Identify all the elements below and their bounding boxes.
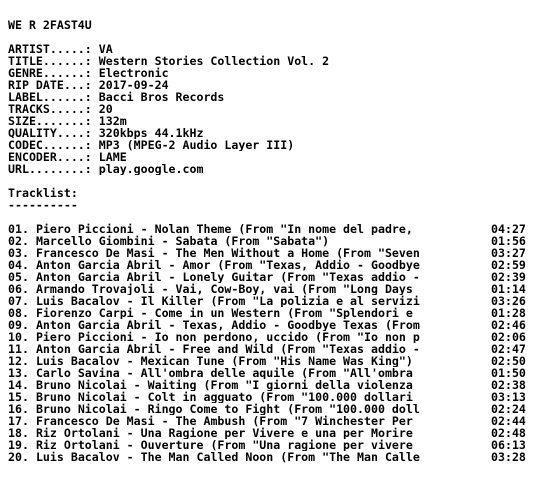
info-value: play.google.com [98, 163, 204, 175]
track-name: Piero Piccioni - Nolan Theme (From "In nome del padre, [35, 223, 413, 235]
track-title [8, 319, 492, 331]
track-row [8, 319, 532, 331]
track-row [8, 283, 532, 295]
info-key: ENCODER....: [8, 151, 92, 163]
track-row [8, 415, 532, 427]
info-row [8, 55, 532, 67]
info-value: VA [98, 43, 113, 55]
track-number: 14. [8, 379, 29, 391]
info-key: SIZE.......: [8, 115, 92, 127]
track-duration: 02:46 [491, 318, 526, 332]
track-number: 07. [8, 295, 29, 307]
track-row [8, 271, 532, 283]
track-number: 05. [8, 271, 29, 283]
info-key: TITLE......: [8, 55, 92, 67]
track-title [8, 391, 492, 403]
track-duration: 02:38 [491, 378, 526, 392]
spacer [8, 31, 532, 43]
track-row [8, 367, 532, 379]
track-name: Francesco De Masi - The Ambush (From "7 Winchester Per [35, 415, 413, 427]
track-duration: 01:14 [491, 282, 526, 296]
track-number: 10. [8, 331, 29, 343]
track-name: Anton Garcia Abril - Texas, Addio - Goodbye Texas (From [35, 319, 420, 331]
track-duration: 03:27 [491, 246, 526, 260]
track-duration: 02:59 [491, 258, 526, 272]
spacer [8, 175, 532, 187]
info-row [8, 43, 532, 55]
track-duration: 03:13 [491, 390, 526, 404]
track-name: Luis Bacalov - The Man Called Noon (From "The Man Calle [35, 451, 420, 463]
track-row [8, 235, 532, 247]
track-name: Anton Garcia Abril - Free and Wild (From "Texas addio - [35, 343, 420, 355]
track-row [8, 259, 532, 271]
tracklist-heading: Tracklist: [8, 187, 78, 199]
info-key: ARTIST.....: [8, 43, 92, 55]
track-name: Carlo Savina - All'ombra delle aquile (From "All'ombra [35, 367, 413, 379]
track-name: Luis Bacalov - Mexican Tune (From "His Name Was King") [35, 355, 413, 367]
track-number: 04. [8, 259, 29, 271]
track-title [8, 247, 492, 259]
track-duration: 02:44 [491, 414, 526, 428]
track-number: 02. [8, 235, 29, 247]
track-name: Fiorenzo Carpi - Come in un Western (From "Splendori e [35, 307, 413, 319]
track-name: Riz Ortolani - Una Ragione per Vivere e una per Morire [35, 427, 413, 439]
track-name: Marcello Giombini - Sabata (From "Sabata") [35, 235, 330, 247]
track-row [8, 355, 532, 367]
track-number: 20. [8, 451, 29, 463]
info-key: RIP DATE...: [8, 79, 92, 91]
track-number: 06. [8, 283, 29, 295]
track-number: 01. [8, 223, 29, 235]
track-name: Riz Ortolani - Ouverture (From "Una ragione per vivere [35, 439, 413, 451]
track-duration: 01:50 [491, 366, 526, 380]
info-row [8, 163, 532, 175]
track-title [8, 223, 492, 235]
track-row [8, 223, 532, 235]
info-row [8, 151, 532, 163]
track-number: 15. [8, 391, 29, 403]
track-title [8, 403, 492, 415]
info-value: 132m [98, 115, 127, 127]
track-duration: 02:50 [491, 354, 526, 368]
track-duration: 01:56 [491, 234, 526, 248]
release-info-block [8, 43, 532, 175]
track-name: Francesco De Masi - The Men Without a Home (From "Seven [35, 247, 420, 259]
info-value: Electronic [98, 67, 169, 79]
track-title [8, 439, 492, 451]
track-duration: 02:39 [491, 270, 526, 284]
track-duration: 03:26 [491, 294, 526, 308]
track-number: 17. [8, 415, 29, 427]
track-row [8, 379, 532, 391]
track-duration: 06:13 [491, 438, 526, 452]
info-row [8, 139, 532, 151]
track-list [8, 223, 532, 463]
track-name: Anton Garcia Abril - Lonely Guitar (From "Texas addio - [35, 271, 420, 283]
info-row [8, 91, 532, 103]
track-name: Piero Piccioni - Io non perdono, uccido (From "Io non p [35, 331, 420, 343]
track-number: 11. [8, 343, 29, 355]
track-row [8, 343, 532, 355]
release-nfo-document [8, 19, 532, 463]
track-name: Bruno Nicolai - Waiting (From "I giorni della violenza [35, 379, 413, 391]
track-title [8, 283, 492, 295]
info-key: CODEC......: [8, 139, 92, 151]
info-row [8, 103, 532, 115]
track-title [8, 379, 492, 391]
track-title [8, 307, 492, 319]
track-number: 08. [8, 307, 29, 319]
info-row [8, 127, 532, 139]
track-name: Bruno Nicolai - Colt in agguato (From "100.000 dollari [35, 391, 413, 403]
track-title [8, 295, 492, 307]
track-name: Armando Trovajoli - Vai, Cow-Boy, vai (From "Long Days [35, 283, 413, 295]
track-row [8, 391, 532, 403]
track-duration: 03:28 [491, 450, 526, 464]
track-duration: 01:28 [491, 306, 526, 320]
info-value: LAME [98, 151, 127, 163]
track-row [8, 439, 532, 451]
track-number: 03. [8, 247, 29, 259]
info-value: 20 [98, 103, 113, 115]
track-row [8, 427, 532, 439]
track-number: 19. [8, 439, 29, 451]
track-row [8, 247, 532, 259]
info-value: 2017-09-24 [98, 79, 169, 91]
track-number: 12. [8, 355, 29, 367]
info-value: Bacci Bros Records [98, 91, 225, 103]
track-title [8, 427, 492, 439]
track-duration: 02:06 [491, 330, 526, 344]
track-number: 13. [8, 367, 29, 379]
track-duration: 04:27 [491, 222, 526, 236]
tracklist-underline: ---------- [8, 199, 78, 211]
info-row [8, 67, 532, 79]
release-group-header: WE R 2FAST4U [8, 19, 92, 31]
track-name: Luis Bacalov - Il Killer (From "La polizia e al servizi [35, 295, 420, 307]
track-title [8, 451, 492, 463]
info-value: Western Stories Collection Vol. 2 [98, 55, 330, 67]
info-value: 320kbps 44.1kHz [98, 127, 204, 139]
track-duration: 02:48 [491, 426, 526, 440]
info-key: URL........: [8, 163, 92, 175]
track-title [8, 367, 492, 379]
track-title [8, 355, 492, 367]
track-title [8, 235, 492, 247]
track-number: 16. [8, 403, 29, 415]
track-name: Bruno Nicolai - Ringo Come to Fight (From "100.000 doll [35, 403, 420, 415]
info-key: QUALITY....: [8, 127, 92, 139]
info-row [8, 115, 532, 127]
track-number: 18. [8, 427, 29, 439]
track-title [8, 271, 492, 283]
info-value: MP3 (MPEG-2 Audio Layer III) [98, 139, 295, 151]
track-title [8, 343, 492, 355]
track-duration: 02:24 [491, 402, 526, 416]
track-row [8, 295, 532, 307]
info-key: TRACKS.....: [8, 103, 92, 115]
track-title [8, 331, 492, 343]
track-name: Anton Garcia Abril - Amor (From "Texas, Addio - Goodbye [35, 259, 420, 271]
track-row [8, 307, 532, 319]
track-title [8, 259, 492, 271]
info-key: GENRE......: [8, 67, 92, 79]
track-duration: 02:47 [491, 342, 526, 356]
track-number: 09. [8, 319, 29, 331]
info-key: LABEL......: [8, 91, 92, 103]
info-row [8, 79, 532, 91]
track-row [8, 403, 532, 415]
track-row [8, 331, 532, 343]
track-row [8, 451, 532, 463]
track-title [8, 415, 492, 427]
spacer [8, 211, 532, 223]
